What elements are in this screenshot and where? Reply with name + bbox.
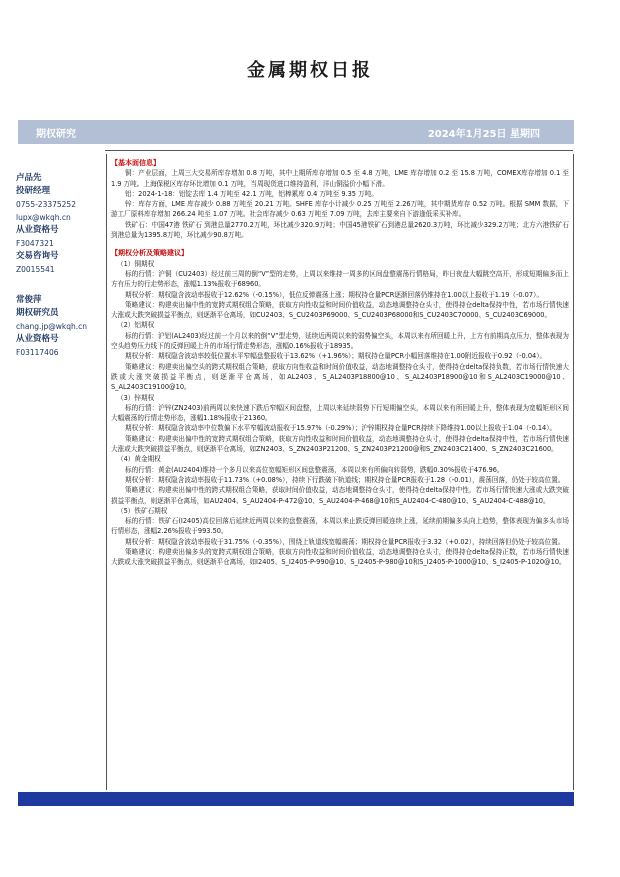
paragraph: 期权分析：期权隐含波动率报收于31.75%（-0.35%），围绕上轨道线宽幅震荡；期权持仓量PCR报收于3.32（+0.02），持续回落但仍处于较高位置。 <box>125 537 565 546</box>
fundamentals-copper: 铜：产业层面，上周三大交易所库存增加 0.8 万吨，其中上期所库存增加 0.5 至 4.8 万吨，LME 库存增加 0.2 至 15.8 万吨，COMEX库存增加 0.1 至 1.9 万吨。上海保税区库存环比增加 0.1 万吨，当周现货进口维持盈利，洋山铜溢价小幅下滑。 <box>111 169 569 188</box>
analyst-email[interactable]: chang.jp@wkqh.cn <box>16 322 87 331</box>
strategy-heading: 【期权分析及策略建议】 <box>111 249 188 258</box>
section-title-zinc: （3）锌期权 <box>117 393 155 402</box>
cert-label: 从业资格号 <box>16 225 59 235</box>
analyst-role: 投研经理 <box>16 186 51 196</box>
paragraph: 标的行情：沪锌(ZN2403)前两周以来快速下跌后窄幅区间盘整，上周以来延续弱势下行短期偏空头，本周以来有所回暖上升，整体表现为宽幅矩形区间大幅震荡的行情走势形态，涨幅1.18%报收于21360。 <box>111 403 569 423</box>
section-title-gold: （4）黄金期权 <box>117 455 161 464</box>
section-title-aluminum: （2）铝期权 <box>117 321 155 330</box>
analyst-phone: 0755-23375252 <box>16 200 76 209</box>
fundamentals-iron-ore: 铁矿石：中国47港 铁矿石 到港总量2770.2万吨，环比减少320.9万吨；中国45港铁矿石到港总量2620.3万吨，环比减少329.2万吨；北方六港铁矿石到港总量为1395.8万吨，环比减少90.8万吨。 <box>111 220 569 240</box>
report-body <box>106 154 574 790</box>
paragraph: 期权分析：期权隐含波动率报收于12.62%（-0.15%），低位反弹震荡上涨；期权持仓量PCR逐渐回落仍维持在1.00以上报收于1.19（-0.07）。 <box>125 290 543 299</box>
section-label: 期权研究 <box>36 129 76 140</box>
fundamentals-heading: 【基本面信息】 <box>111 159 160 167</box>
paragraph: 标的行情：铁矿石(I2405)高位回落后延续近两周以来的盘整震荡，本周以来止跌反弹回暖连续上涨，延续前期偏多头向上趋势，整体表现为偏多头市场行情形态，涨幅2.26%报收于993.50。 <box>111 517 569 536</box>
fundamentals-aluminum: 铝：2024-1-18：铝锭去库 1.4 万吨至 42.1 万吨，铝棒累库 0.4 万吨至 9.35 万吨。 <box>125 189 378 198</box>
report-date: 2024年1月25日 星期四 <box>427 129 540 140</box>
paragraph: 期权分析：期权隐含波动率较低位置水平窄幅盘整报收于13.62%（+1.96%）；期权持仓量PCR小幅回落维持在1.00附近报收于0.92（-0.04）。 <box>125 352 547 361</box>
paragraph: 标的行情：黄金(AU2404)维持一个多月以来高位宽幅矩形区间盘整震荡，本周以来有所偏向转弱势，跌幅0.30%报收于476.96。 <box>125 465 504 474</box>
analyst-card <box>16 172 106 276</box>
analyst-sidebar <box>16 172 106 377</box>
section-title-copper: （1）铜期权 <box>117 259 155 268</box>
fundamentals-zinc: 锌：库存方面，LME 库存减少 0.88 万吨至 20.21 万吨。SHFE 库存小计减少 0.25 万吨至 2.26万吨，其中期货库存 0.52 万吨。根据 SMM 数据，下游工厂原料库存增加 266.24 吨至 1.07 万吨。社会库存减少 0.63 万吨至 7.09 万吨，去库主要来自下游逢低采买补库。 <box>111 200 569 219</box>
consult-number: Z0015541 <box>16 265 55 274</box>
paragraph: 期权分析：期权隐含波动率中位数偏下水平窄幅波动报收于15.97%（-0.29%）；沪锌期权持仓量PCR持续下降维持1.00以上报收于1.04（-0.14）。 <box>125 424 557 433</box>
paragraph: 策略建议：构建卖出偏中性的宽跨式期权组合策略，获取方向性收益和时间价值收益，动态地调整持仓头寸，使得持仓delta保持中性，若市场行情快速大涨或大跌突破损益平衡点，则逐渐平仓离场，如CU2403、S_CU2403P69000、S_CU2403P68000和S_CU2403C70000、S_CU2403C69000。 <box>111 300 569 320</box>
consult-label: 交易咨询号 <box>16 251 59 261</box>
paragraph: 策略建议：构建卖出偏中性的宽跨式期权组合策略，获取方向性收益和时间价值收益，动态地调整持仓头寸，使得持仓delta保持中性，若市场行情快速大涨或大跌突破损益平衡点，则逐渐平仓离场，如ZN2403、S_ZN2403P21200、S_ZN2403P21200@和S_ZN2403C21400、S_ZN2403C21600。 <box>111 434 569 454</box>
header-bar <box>18 120 574 144</box>
paragraph: 标的行情：沪铜（CU2403）经过前三周的倒“V”型的走势，上周以来维持一周多的区间盘整震荡行情格局，昨日夜盘大幅跳空高开，形成短期偏多而上方有压力的行走势形态，涨幅1.13%报收于68960。 <box>111 269 569 289</box>
report-title: 金属期权日报 <box>247 60 373 81</box>
cert-number: F03117406 <box>16 348 59 357</box>
section-title-iron-ore: （5）铁矿石期权 <box>117 506 168 515</box>
analyst-email[interactable]: lupx@wkqh.cn <box>16 213 71 222</box>
divider <box>105 150 573 151</box>
cert-label: 从业资格号 <box>16 334 59 344</box>
paragraph: 策略建议：构建卖出偏多头的宽跨式期权组合策略，获取方向性收益和时间价值收益，动态地调整持仓头寸，使得持仓delta保持正数，若市场行情快速大跌或大涨突破损益平衡点，则逐渐平仓离场，如I2405、S_I2405-P-990@10、S_I2405-P-980@10和S_I2405-P-1000@10、S_I2405-P-1020@10。 <box>111 547 569 567</box>
footer-bar <box>18 792 574 806</box>
analyst-name: 卢品先 <box>16 173 42 183</box>
analyst-name: 常俊萍 <box>16 295 42 305</box>
paragraph: 策略建议：构建卖出偏空头的跨式期权组合策略，获取方向性收益和时间价值收益，动态地调整持仓头寸，使得持仓delta保持负数，若市场行情快速大跌或大涨突破损益平衡点，则逐渐平仓离场，如AL2403、S_AL2403P18800@10、S_AL2403P18900@10和S_AL2403C19000@10、S_AL2403C19100@10。 <box>111 362 569 392</box>
cert-number: F3047321 <box>16 239 54 248</box>
analyst-card <box>16 294 106 359</box>
paragraph: 标的行情：沪铝(AL2403)经过前一个月以来的倒“V”型走势，延续近两周以来的弱势偏空头，本周以来有所回暖上升，上方有前期高点压力，整体表现为空头趋势压力线下的反弹回暖上升的市场行情走势形态，涨幅0.16%报收于18935。 <box>111 331 569 351</box>
paragraph: 期权分析：期权隐含波动率报收于11.73%（+0.08%），持续下行跌破下轨道线；期权持仓量PCR报收于1.28（-0.01），震荡回落，仍处于较高位置。 <box>125 475 565 484</box>
analyst-role: 期权研究员 <box>16 308 59 318</box>
paragraph: 策略建议：构建卖出偏中性的跨式期权组合策略，获取时间价值收益，动态地调整持仓头寸，使得持仓delta保持中性，若市场行情快速大涨或大跌突破损益平衡点，则逐渐平仓离场，如AU2404、S_AU2404-P-472@10、S_AU2404-P-468@10和S_AU2404-C-480@10、S_AU2404-C-488@10。 <box>111 486 569 505</box>
